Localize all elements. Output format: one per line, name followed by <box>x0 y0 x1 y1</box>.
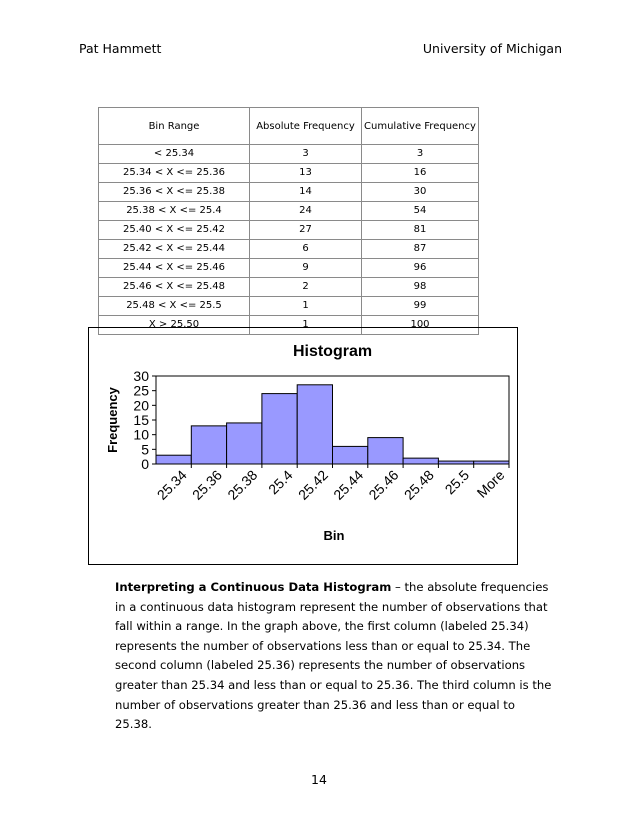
cell-bin-range: 25.38 < X <= 25.4 <box>99 202 250 221</box>
frequency-table <box>98 107 479 335</box>
histogram-bar <box>333 446 368 464</box>
cell-absolute-frequency: 13 <box>250 164 362 183</box>
histogram-bar <box>191 426 226 464</box>
chart-title: Histogram <box>292 343 373 360</box>
histogram-bar <box>227 423 262 464</box>
x-tick-label: 25.48 <box>400 466 437 503</box>
cell-bin-range: < 25.34 <box>99 145 250 164</box>
cell-cumulative-frequency: 87 <box>362 240 479 259</box>
y-tick-label: 20 <box>133 397 149 414</box>
header-author: Pat Hammett <box>79 41 162 56</box>
table-row <box>99 145 479 164</box>
x-axis-label: Bin <box>323 528 345 543</box>
cell-absolute-frequency: 14 <box>250 183 362 202</box>
cell-absolute-frequency: 24 <box>250 202 362 221</box>
cell-cumulative-frequency: 99 <box>362 297 479 316</box>
cell-absolute-frequency: 27 <box>250 221 362 240</box>
y-tick-label: 25 <box>133 382 149 399</box>
cell-absolute-frequency: 1 <box>250 297 362 316</box>
table-row <box>99 183 479 202</box>
table-row <box>99 259 479 278</box>
cell-bin-range: 25.42 < X <= 25.44 <box>99 240 250 259</box>
table-row <box>99 278 479 297</box>
cell-bin-range: 25.48 < X <= 25.5 <box>99 297 250 316</box>
histogram-svg <box>89 328 517 564</box>
table-row <box>99 221 479 240</box>
page-number: 14 <box>311 772 327 787</box>
cell-cumulative-frequency: 16 <box>362 164 479 183</box>
y-tick-label: 10 <box>133 426 149 443</box>
x-tick-label: 25.5 <box>441 466 473 498</box>
interpretation-paragraph <box>115 578 555 735</box>
cell-bin-range: 25.44 < X <= 25.46 <box>99 259 250 278</box>
x-tick-label: 25.44 <box>330 466 367 503</box>
histogram-bar <box>262 394 297 464</box>
cell-absolute-frequency: 9 <box>250 259 362 278</box>
cell-absolute-frequency: 3 <box>250 145 362 164</box>
x-tick-label: 25.4 <box>265 466 296 498</box>
table-row <box>99 297 479 316</box>
header-bin-range: Bin Range <box>99 108 250 145</box>
header-absolute-frequency: Absolute Frequency <box>250 108 362 145</box>
y-axis-label: Frequency <box>105 387 120 453</box>
cell-absolute-frequency: 6 <box>250 240 362 259</box>
histogram-bar <box>474 461 509 464</box>
histogram-bar <box>156 455 191 464</box>
x-tick-label: 25.42 <box>294 466 331 503</box>
cell-cumulative-frequency: 81 <box>362 221 479 240</box>
table-row <box>99 240 479 259</box>
table-header-row <box>99 108 479 145</box>
histogram-chart <box>88 327 518 565</box>
cell-cumulative-frequency: 98 <box>362 278 479 297</box>
header-institution: University of Michigan <box>422 41 562 56</box>
y-tick-label: 15 <box>133 412 149 428</box>
paragraph-body: – the absolute frequencies in a continuous data histogram represent the number of observations that fall within a range. In the graph above, the first column (labeled 25.34) represents the number of observations less than or equal to 25.34. The second column (labeled 25.36) represents the number of observations greater than 25.34 and less than or equal to 25.36. The third column is the number of observations greater than 25.36 and less than or equal to 25.38. <box>115 580 552 732</box>
cell-bin-range: 25.40 < X <= 25.42 <box>99 221 250 240</box>
x-tick-label: 25.34 <box>153 466 190 503</box>
cell-cumulative-frequency: 100 <box>362 316 479 335</box>
cell-absolute-frequency: 1 <box>250 316 362 335</box>
cell-cumulative-frequency: 30 <box>362 183 479 202</box>
x-tick-label: More <box>473 466 508 501</box>
table-body <box>99 145 479 335</box>
y-tick-label: 5 <box>141 441 149 458</box>
histogram-bar <box>297 385 332 464</box>
header-cumulative-frequency: Cumulative Frequency <box>362 108 479 145</box>
x-tick-label: 25.38 <box>224 466 261 503</box>
cell-bin-range: 25.34 < X <= 25.36 <box>99 164 250 183</box>
table-row <box>99 164 479 183</box>
cell-cumulative-frequency: 96 <box>362 259 479 278</box>
histogram-bar <box>368 438 403 464</box>
x-tick-label: 25.36 <box>188 466 226 503</box>
cell-cumulative-frequency: 3 <box>362 145 479 164</box>
cell-bin-range: X > 25.50 <box>99 316 250 335</box>
cell-cumulative-frequency: 54 <box>362 202 479 221</box>
cell-bin-range: 25.46 < X <= 25.48 <box>99 278 250 297</box>
paragraph-lead: Interpreting a Continuous Data Histogram <box>115 580 392 594</box>
cell-bin-range: 25.36 < X <= 25.38 <box>99 183 250 202</box>
y-tick-label: 0 <box>141 456 149 472</box>
histogram-bar <box>403 458 438 464</box>
histogram-bar <box>438 461 473 464</box>
table-row <box>99 202 479 221</box>
x-tick-label: 25.46 <box>365 466 402 503</box>
cell-absolute-frequency: 2 <box>250 278 362 297</box>
y-tick-label: 30 <box>133 368 149 384</box>
